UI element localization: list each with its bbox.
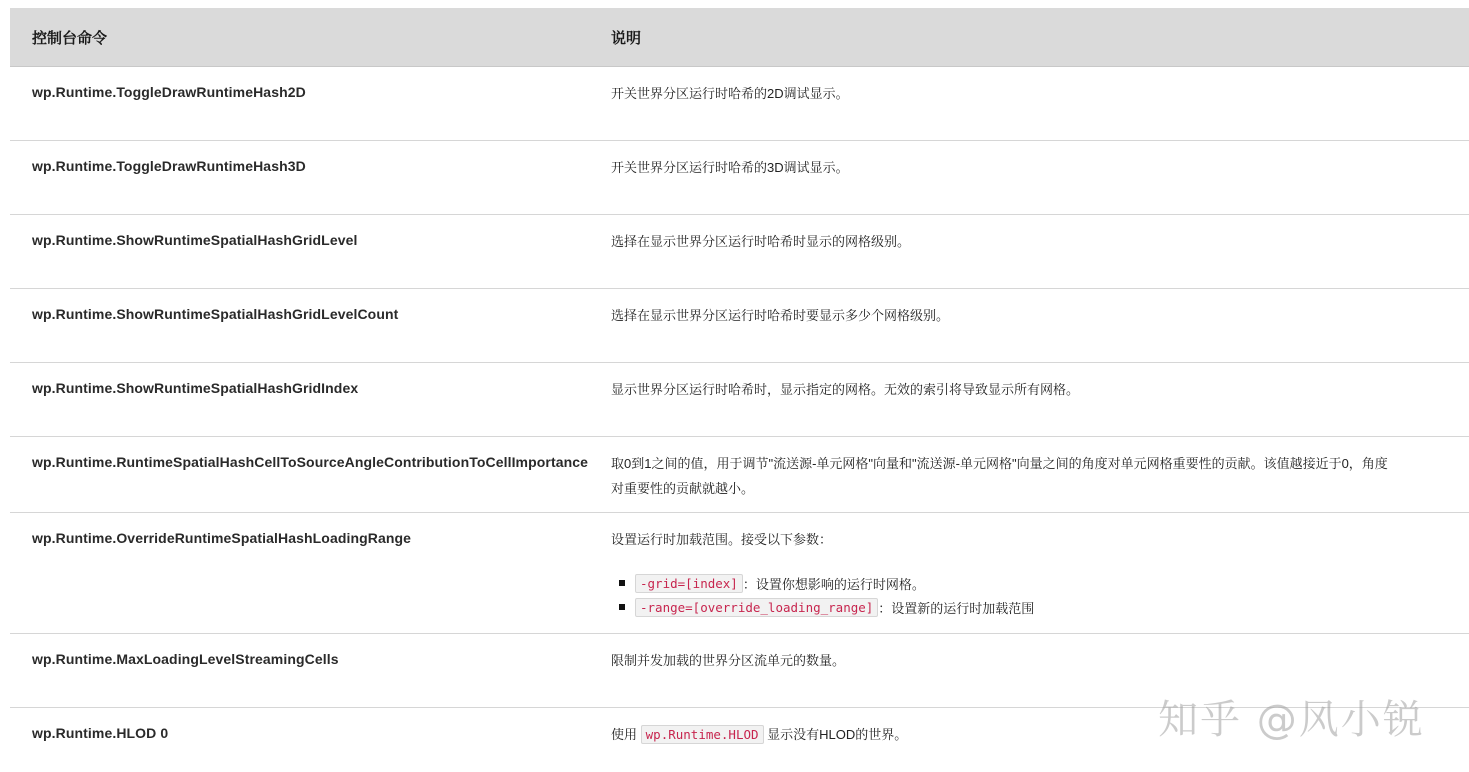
command-description: 设置运行时加载范围。接受以下参数： [611, 532, 833, 547]
command-name: wp.Runtime.HLOD 0 [32, 725, 169, 741]
header-command: 控制台命令 [32, 29, 108, 47]
description-prefix: 使用 [611, 727, 638, 742]
table-row [10, 363, 1469, 437]
command-description: 开关世界分区运行时哈希的2D调试显示。 [611, 86, 849, 101]
bullet-icon [619, 580, 625, 586]
param-text: ：设置新的运行时加载范围 [878, 600, 1035, 616]
table-row [10, 67, 1469, 141]
command-description: 选择在显示世界分区运行时哈希时显示的网格级别。 [611, 234, 911, 249]
header-description: 说明 [611, 29, 642, 47]
param-code: -grid=[index] [635, 574, 743, 593]
table-header [10, 8, 1469, 67]
inline-code: wp.Runtime.HLOD [641, 725, 764, 744]
command-name: wp.Runtime.OverrideRuntimeSpatialHashLoadingRange [32, 530, 412, 546]
description-suffix: 显示没有HLOD的世界。 [767, 727, 908, 742]
bullet-icon [619, 604, 625, 610]
watermark: 知乎 @风小锐 [1158, 697, 1425, 743]
table-row [10, 215, 1469, 289]
command-description [611, 451, 1451, 501]
console-commands-table [10, 8, 1469, 768]
command-description: 选择在显示世界分区运行时哈希时要显示多少个网格级别。 [611, 308, 950, 323]
table-row [10, 437, 1469, 513]
description-line: 对重要性的贡献就越小。 [611, 481, 755, 496]
description-line: 取0到1之间的值，用于调节"流送源-单元网格"向量和"流送源-单元网格"向量之间的角度对单元网格重要性的贡献。该值越接近于0，角度 [611, 456, 1388, 471]
command-name: wp.Runtime.ToggleDrawRuntimeHash3D [32, 158, 306, 174]
command-name: wp.Runtime.ToggleDrawRuntimeHash2D [32, 84, 306, 100]
command-description: 显示世界分区运行时哈希时，显示指定的网格。无效的索引将导致显示所有网格。 [611, 382, 1080, 397]
param-text: ：设置你想影响的运行时网格。 [742, 576, 925, 592]
command-name: wp.Runtime.ShowRuntimeSpatialHashGridIndex [32, 380, 359, 396]
table-row [10, 289, 1469, 363]
command-name: wp.Runtime.MaxLoadingLevelStreamingCells [32, 651, 339, 667]
list-item [611, 571, 1451, 595]
command-name: wp.Runtime.RuntimeSpatialHashCellToSourceAngleContributionToCellImportance [32, 454, 589, 470]
command-description: 限制并发加载的世界分区流单元的数量。 [611, 653, 846, 668]
param-code: -range=[override_loading_range] [635, 598, 878, 617]
command-description: 开关世界分区运行时哈希的3D调试显示。 [611, 160, 849, 175]
command-name: wp.Runtime.ShowRuntimeSpatialHashGridLevelCount [32, 306, 399, 322]
command-name: wp.Runtime.ShowRuntimeSpatialHashGridLevel [32, 232, 358, 248]
parameter-list [611, 571, 1451, 619]
table-row [10, 513, 1469, 634]
list-item [611, 595, 1451, 619]
table-row [10, 141, 1469, 215]
